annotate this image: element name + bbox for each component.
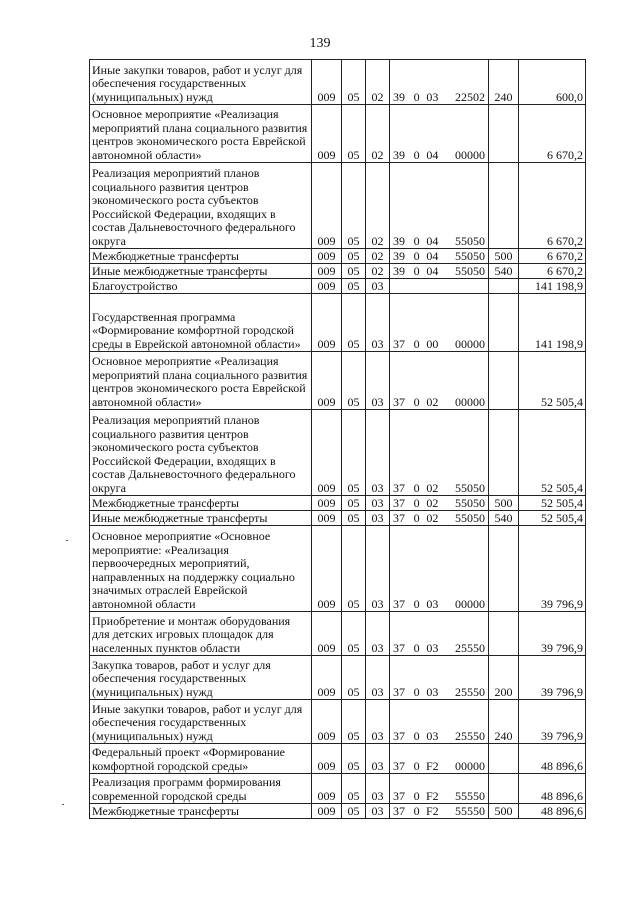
target-article-part: 04: [426, 263, 439, 278]
target-article-part: 37: [393, 510, 405, 525]
expense-type-cell: [489, 744, 519, 774]
target-article-part: 55050: [454, 248, 485, 263]
target-article-part: 04: [426, 233, 439, 248]
ved-code-cell: 009: [312, 410, 342, 496]
section-code-cell: 05: [342, 163, 366, 249]
section-code-cell: 05: [342, 744, 366, 774]
target-article-cell: [390, 352, 489, 410]
row-name-cell: Иные закупки товаров, работ и услуг для обеспечения государственных (муниципальных) нужд: [90, 60, 312, 105]
row-name-cell: Межбюджетные трансферты: [90, 496, 312, 511]
target-article-part: 39: [393, 248, 405, 263]
target-article-part: 55050: [454, 510, 485, 525]
target-article-cell: [390, 700, 489, 744]
table-row: [90, 612, 586, 656]
target-article-code: [390, 149, 488, 163]
target-article-part: 0: [413, 788, 420, 803]
target-article-part: 00000: [454, 596, 485, 611]
target-article-code: [390, 805, 488, 819]
target-article-part: 04: [426, 147, 439, 162]
amount-cell: 141 198,9: [519, 294, 586, 352]
row-name-cell: Реализация программ формирования современной городской среды: [90, 774, 312, 804]
ved-code-cell: 009: [312, 700, 342, 744]
target-article-code: [390, 396, 488, 410]
expense-type-cell: [489, 410, 519, 496]
amount-cell: 141 198,9: [519, 279, 586, 294]
target-article-code: [390, 265, 488, 279]
target-article-cell: [390, 656, 489, 700]
target-article-cell: [390, 511, 489, 526]
target-article-part: F2: [425, 758, 439, 773]
amount-cell: 6 670,2: [519, 105, 586, 163]
table-body: [90, 60, 586, 819]
target-article-cell: [390, 249, 489, 264]
ved-code-cell: 009: [312, 105, 342, 163]
amount-cell: 48 896,6: [519, 804, 586, 819]
section-code-cell: 05: [342, 60, 366, 105]
target-article-part: 37: [393, 684, 405, 699]
target-article-part: 03: [426, 684, 439, 699]
target-article-cell: [390, 612, 489, 656]
expense-type-cell: [489, 294, 519, 352]
amount-cell: 52 505,4: [519, 511, 586, 526]
section-code-cell: 05: [342, 264, 366, 279]
amount-cell: 52 505,4: [519, 496, 586, 511]
target-article-code: [390, 642, 488, 656]
section-code-cell: 05: [342, 279, 366, 294]
target-article-part: 25550: [454, 640, 485, 655]
section-code-cell: 05: [342, 700, 366, 744]
target-article-part: 04: [426, 248, 439, 263]
table-row: [90, 496, 586, 511]
target-article-part: 0: [413, 803, 420, 818]
expense-type-cell: 500: [489, 804, 519, 819]
target-article-part: 39: [393, 263, 405, 278]
target-article-code: [390, 497, 488, 511]
target-article-part: 0: [413, 89, 420, 104]
table-row: [90, 526, 586, 612]
target-article-part: 03: [426, 728, 439, 743]
row-name-cell: Государственная программа «Формирование комфортной городской среды в Еврейской автономной области»: [90, 294, 312, 352]
row-name-cell: Межбюджетные трансферты: [90, 804, 312, 819]
amount-cell: 600,0: [519, 60, 586, 105]
ved-code-cell: 009: [312, 744, 342, 774]
table-row: [90, 264, 586, 279]
expense-type-cell: 200: [489, 656, 519, 700]
target-article-part: 00000: [454, 147, 485, 162]
target-article-part: 0: [413, 248, 420, 263]
row-name-cell: Реализация мероприятий планов социального развития центров экономического роста субъектов Российской Федерации, входящих в состав Дальневосточного федерального округа: [90, 163, 312, 249]
subsection-code-cell: 03: [366, 511, 390, 526]
target-article-cell: [390, 410, 489, 496]
table-row: [90, 774, 586, 804]
target-article-part: 0: [413, 510, 420, 525]
subsection-code-cell: 02: [366, 105, 390, 163]
target-article-code: [390, 250, 488, 264]
target-article-code: [390, 790, 488, 804]
ved-code-cell: 009: [312, 279, 342, 294]
subsection-code-cell: 02: [366, 249, 390, 264]
ved-code-cell: 009: [312, 612, 342, 656]
subsection-code-cell: 03: [366, 656, 390, 700]
target-article-part: 03: [426, 89, 439, 104]
target-article-part: 37: [393, 803, 405, 818]
amount-cell: 6 670,2: [519, 264, 586, 279]
target-article-part: 55050: [454, 480, 485, 495]
target-article-part: 55050: [454, 263, 485, 278]
subsection-code-cell: 02: [366, 264, 390, 279]
table-row: [90, 700, 586, 744]
amount-cell: 52 505,4: [519, 410, 586, 496]
target-article-part: 0: [413, 147, 420, 162]
amount-cell: 48 896,6: [519, 774, 586, 804]
section-code-cell: 05: [342, 656, 366, 700]
target-article-part: 37: [393, 788, 405, 803]
table-row: [90, 163, 586, 249]
row-name-cell: Основное мероприятие «Основное мероприятие: «Реализация первоочередных мероприятий, направленных на поддержку социально значимых отраслей Еврейской автономной области: [90, 526, 312, 612]
row-name-cell: Благоустройство: [90, 279, 312, 294]
subsection-code-cell: 03: [366, 279, 390, 294]
target-article-part: 39: [393, 89, 405, 104]
target-article-cell: [390, 496, 489, 511]
target-article-part: 0: [413, 640, 420, 655]
target-article-code: [390, 598, 488, 612]
subsection-code-cell: 03: [366, 496, 390, 511]
section-code-cell: 05: [342, 249, 366, 264]
expense-type-cell: [489, 352, 519, 410]
subsection-code-cell: 03: [366, 612, 390, 656]
amount-cell: 6 670,2: [519, 163, 586, 249]
target-article-part: 0: [413, 233, 420, 248]
ved-code-cell: 009: [312, 163, 342, 249]
row-name-cell: Иные закупки товаров, работ и услуг для обеспечения государственных (муниципальных) нужд: [90, 700, 312, 744]
row-name-cell: Реализация мероприятий планов социального развития центров экономического роста субъектов Российской Федерации, входящих в состав Дальневосточного федерального округа: [90, 410, 312, 496]
margin-mark: [62, 804, 64, 805]
target-article-part: 02: [426, 510, 439, 525]
target-article-code: [390, 482, 488, 496]
target-article-part: 0: [413, 336, 420, 351]
section-code-cell: 05: [342, 105, 366, 163]
target-article-part: 37: [393, 758, 405, 773]
target-article-code: [390, 730, 488, 744]
section-code-cell: 05: [342, 511, 366, 526]
section-code-cell: 05: [342, 804, 366, 819]
target-article-part: 0: [413, 596, 420, 611]
subsection-code-cell: 03: [366, 774, 390, 804]
amount-cell: 52 505,4: [519, 352, 586, 410]
section-code-cell: 05: [342, 612, 366, 656]
subsection-code-cell: 03: [366, 352, 390, 410]
section-code-cell: 05: [342, 526, 366, 612]
ved-code-cell: 009: [312, 804, 342, 819]
target-article-cell: [390, 163, 489, 249]
ved-code-cell: 009: [312, 526, 342, 612]
table-row: [90, 249, 586, 264]
target-article-part: 00000: [454, 336, 485, 351]
row-name-cell: Основное мероприятие «Реализация мероприятий плана социального развития центров экономического роста Еврейской автономной области»: [90, 352, 312, 410]
target-article-part: 37: [393, 394, 405, 409]
amount-cell: 39 796,9: [519, 526, 586, 612]
table-row: [90, 279, 586, 294]
row-name-cell: Иные межбюджетные трансферты: [90, 511, 312, 526]
subsection-code-cell: 03: [366, 410, 390, 496]
target-article-part: 0: [413, 495, 420, 510]
target-article-part: 55050: [454, 233, 485, 248]
row-name-cell: Закупка товаров, работ и услуг для обеспечения государственных (муниципальных) нужд: [90, 656, 312, 700]
target-article-cell: [390, 60, 489, 105]
page-number: 139: [309, 36, 331, 51]
table-row: [90, 294, 586, 352]
target-article-part: 02: [426, 495, 439, 510]
expense-type-cell: [489, 612, 519, 656]
ved-code-cell: 009: [312, 264, 342, 279]
subsection-code-cell: 02: [366, 163, 390, 249]
row-name-cell: Федеральный проект «Формирование комфортной городской среды»: [90, 744, 312, 774]
expense-type-cell: 500: [489, 496, 519, 511]
expense-type-cell: 240: [489, 700, 519, 744]
amount-cell: 39 796,9: [519, 612, 586, 656]
table-row: [90, 511, 586, 526]
target-article-part: 22502: [454, 89, 485, 104]
target-article-part: 25550: [454, 728, 485, 743]
subsection-code-cell: 03: [366, 744, 390, 774]
target-article-cell: [390, 804, 489, 819]
expense-type-cell: [489, 279, 519, 294]
target-article-part: 55550: [454, 803, 485, 818]
target-article-part: 37: [393, 336, 405, 351]
expense-type-cell: 240: [489, 60, 519, 105]
amount-cell: 39 796,9: [519, 656, 586, 700]
row-name-cell: Приобретение и монтаж оборудования для детских игровых площадок для населенных пунктов области: [90, 612, 312, 656]
target-article-code: [390, 760, 488, 774]
ved-code-cell: 009: [312, 249, 342, 264]
expense-type-cell: [489, 774, 519, 804]
target-article-cell: [390, 526, 489, 612]
target-article-part: F2: [425, 788, 439, 803]
target-article-cell: [390, 744, 489, 774]
target-article-part: 00000: [454, 758, 485, 773]
subsection-code-cell: 03: [366, 700, 390, 744]
target-article-code: [390, 686, 488, 700]
target-article-part: 25550: [454, 684, 485, 699]
target-article-code: [390, 235, 488, 249]
target-article-cell: [390, 279, 489, 294]
target-article-part: 0: [413, 758, 420, 773]
target-article-part: 0: [413, 480, 420, 495]
target-article-cell: [390, 774, 489, 804]
target-article-part: 03: [426, 596, 439, 611]
expense-type-cell: [489, 105, 519, 163]
amount-cell: 39 796,9: [519, 700, 586, 744]
table-row: [90, 352, 586, 410]
subsection-code-cell: 03: [366, 294, 390, 352]
ved-code-cell: 009: [312, 60, 342, 105]
section-code-cell: 05: [342, 496, 366, 511]
target-article-part: 37: [393, 728, 405, 743]
target-article-part: 39: [393, 147, 405, 162]
section-code-cell: 05: [342, 774, 366, 804]
target-article-part: F2: [425, 803, 439, 818]
target-article-part: 0: [413, 728, 420, 743]
row-name-cell: Межбюджетные трансферты: [90, 249, 312, 264]
target-article-part: 37: [393, 495, 405, 510]
amount-cell: 6 670,2: [519, 249, 586, 264]
target-article-part: 37: [393, 480, 405, 495]
target-article-part: 00: [426, 336, 439, 351]
row-name-cell: Иные межбюджетные трансферты: [90, 264, 312, 279]
table-row: [90, 105, 586, 163]
section-code-cell: 05: [342, 352, 366, 410]
target-article-cell: [390, 294, 489, 352]
table-row: [90, 804, 586, 819]
expense-type-cell: 500: [489, 249, 519, 264]
target-article-code: [390, 91, 488, 105]
budget-table: [89, 59, 586, 819]
table-row: [90, 410, 586, 496]
expense-type-cell: 540: [489, 511, 519, 526]
section-code-cell: 05: [342, 294, 366, 352]
subsection-code-cell: 02: [366, 60, 390, 105]
target-article-part: 55550: [454, 788, 485, 803]
target-article-part: 0: [413, 263, 420, 278]
table-row: [90, 656, 586, 700]
expense-type-cell: [489, 163, 519, 249]
subsection-code-cell: 03: [366, 526, 390, 612]
target-article-part: 00000: [454, 394, 485, 409]
margin-mark: [66, 540, 68, 541]
target-article-code: [390, 338, 488, 352]
section-code-cell: 05: [342, 410, 366, 496]
row-name-cell: Основное мероприятие «Реализация мероприятий плана социального развития центров экономического роста Еврейской автономной области»: [90, 105, 312, 163]
target-article-part: 02: [426, 480, 439, 495]
ved-code-cell: 009: [312, 774, 342, 804]
target-article-part: 39: [393, 233, 405, 248]
target-article-part: 0: [413, 394, 420, 409]
table-row: [90, 744, 586, 774]
ved-code-cell: 009: [312, 511, 342, 526]
target-article-cell: [390, 264, 489, 279]
expense-type-cell: [489, 526, 519, 612]
expense-type-cell: 540: [489, 264, 519, 279]
subsection-code-cell: 03: [366, 804, 390, 819]
target-article-part: 55050: [454, 495, 485, 510]
target-article-cell: [390, 105, 489, 163]
target-article-part: 03: [426, 640, 439, 655]
target-article-part: 37: [393, 640, 405, 655]
target-article-part: 0: [413, 684, 420, 699]
target-article-part: 02: [426, 394, 439, 409]
amount-cell: 48 896,6: [519, 744, 586, 774]
ved-code-cell: 009: [312, 294, 342, 352]
target-article-code: [390, 512, 488, 526]
ved-code-cell: 009: [312, 352, 342, 410]
table-row: [90, 60, 586, 105]
target-article-part: 37: [393, 596, 405, 611]
ved-code-cell: 009: [312, 656, 342, 700]
ved-code-cell: 009: [312, 496, 342, 511]
